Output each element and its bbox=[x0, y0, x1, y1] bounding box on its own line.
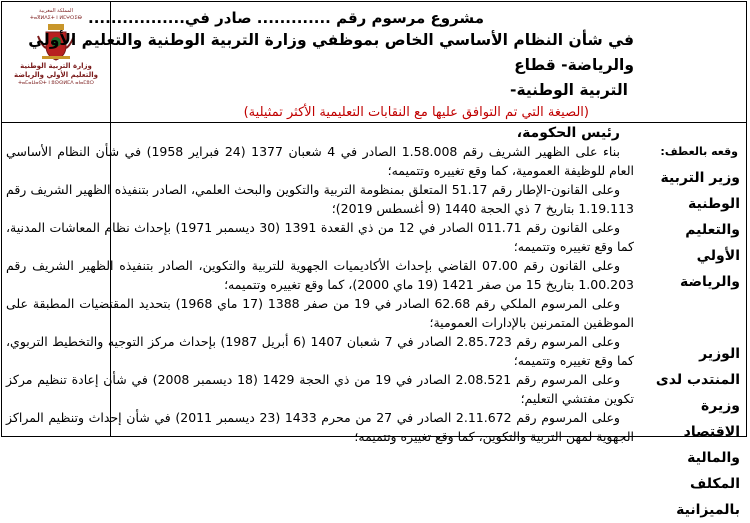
recital-paragraph: وعلى القانون رقم 07.00 القاضي بإحداث الأكاديميات الجهوية للتربية والتكوين، الصادر بتنفيذه الظهير الشريف رقم 1.00.203 بتاريخ 15 من صفر 1421 (19 ماي 2000)، كما وقع تغييره وتتميمه؛ bbox=[6, 258, 634, 292]
document-header bbox=[6, 8, 634, 122]
countersign-leadin: وقعه بالعطف: bbox=[660, 145, 738, 158]
countersign-column bbox=[638, 123, 746, 518]
header-divider bbox=[2, 122, 746, 123]
emblem-line-tifinagh-2: ⵜⴰⵎⴰⵡⴰⵙⵜ ⵏ ⵓⵙⵙⵍⵎⴷ ⴰⵏⴰⵎⵓⵔ bbox=[18, 80, 94, 86]
agreement-note: (الصيغة التي تم التوافق عليها مع النقابات التعليمية الأكثر تمثيلية) bbox=[243, 105, 589, 120]
decree-body bbox=[6, 124, 634, 444]
recital-paragraph: بناء على الظهير الشريف رقم 1.58.008 الصادر في 4 شعبان 1377 (24 فبراير 1958) في شأن النظام الأساسي العام للوظيفة العمومية، كما وقع تغييره وتتميمه؛ bbox=[6, 144, 634, 178]
recital-paragraph: وعلى المرسوم رقم 2.08.521 الصادر في 19 من ذي الحجة 1429 (18 ديسمبر 2008) في شأن إعادة تنظيم مركز تكوين مفتشي التعليم؛ bbox=[6, 372, 634, 406]
emblem-line-kingdom: المملكة المغربية bbox=[39, 8, 73, 14]
head-of-government: رئيس الحكومة، bbox=[516, 125, 620, 141]
minister-budget: الوزير المنتدب لدى وزيرة الاقتصاد والمالية المكلف بالميزانية bbox=[655, 346, 740, 518]
minister-education: وزير التربية الوطنية والتعليم الأولي والرياضة bbox=[660, 170, 740, 290]
recital-paragraph: وعلى القانون رقم 011.71 الصادر في 12 من ذي القعدة 1391 (30 ديسمبر 1971) بإحداث نظام المعاشات المدنية، كما وقع تغييره وتتميمه؛ bbox=[6, 220, 634, 254]
emblem-line-tifinagh: ⵜⴰⴳⵍⴷⵉⵜ ⵏ ⵍⵎⵖⵔⵉⴱ bbox=[30, 15, 82, 21]
recital-paragraph: وعلى المرسوم رقم 2.85.723 الصادر في 7 شعبان 1407 (6 أبريل 1987) بإحداث مركز التوجيه والتخطيط التربوي، كما وقع تغييره وتتميمه؛ bbox=[6, 334, 634, 368]
recital-paragraph: وعلى المرسوم الملكي رقم 62.68 الصادر في 19 من صفر 1388 (17 ماي 1968) بتحديد المقتضيات المطبقة على الموظفين المتمرنين بالإدارات العمومية؛ bbox=[6, 296, 634, 330]
decree-title-line-1: في شأن النظام الأساسي الخاص بموظفي وزارة التربية الوطنية والتعليم الأولي والرياضة- قطاع bbox=[28, 31, 634, 74]
emblem-line-ministry-1: وزارة التربية الوطنية bbox=[20, 62, 92, 70]
recital-paragraph: وعلى القانون-الإطار رقم 51.17 المتعلق بمنظومة التربية والتكوين والبحث العلمي، الصادر بتنفيذه الظهير الشريف رقم 1.19.113 بتاريخ 7 ذي الحجة 1440 (9 أغسطس 2019)؛ bbox=[6, 182, 634, 216]
emblem-line-ministry-2: والتعليم الأولي والرياضة bbox=[14, 71, 98, 79]
decree-document bbox=[1, 1, 747, 518]
decree-title-line-2: التربية الوطنية- bbox=[510, 81, 628, 99]
recital-paragraph: وعلى المرسوم رقم 2.11.672 الصادر في 27 من محرم 1433 (23 ديسمبر 2011) في شأن إحداث وتنظيم المراكز الجهوية لمهن التربية والتكوين، كما وقع تغييره وتتميمه؛ bbox=[6, 410, 634, 444]
decree-number-line: مشروع مرسوم رقم ............. صادر في................. bbox=[88, 9, 484, 27]
